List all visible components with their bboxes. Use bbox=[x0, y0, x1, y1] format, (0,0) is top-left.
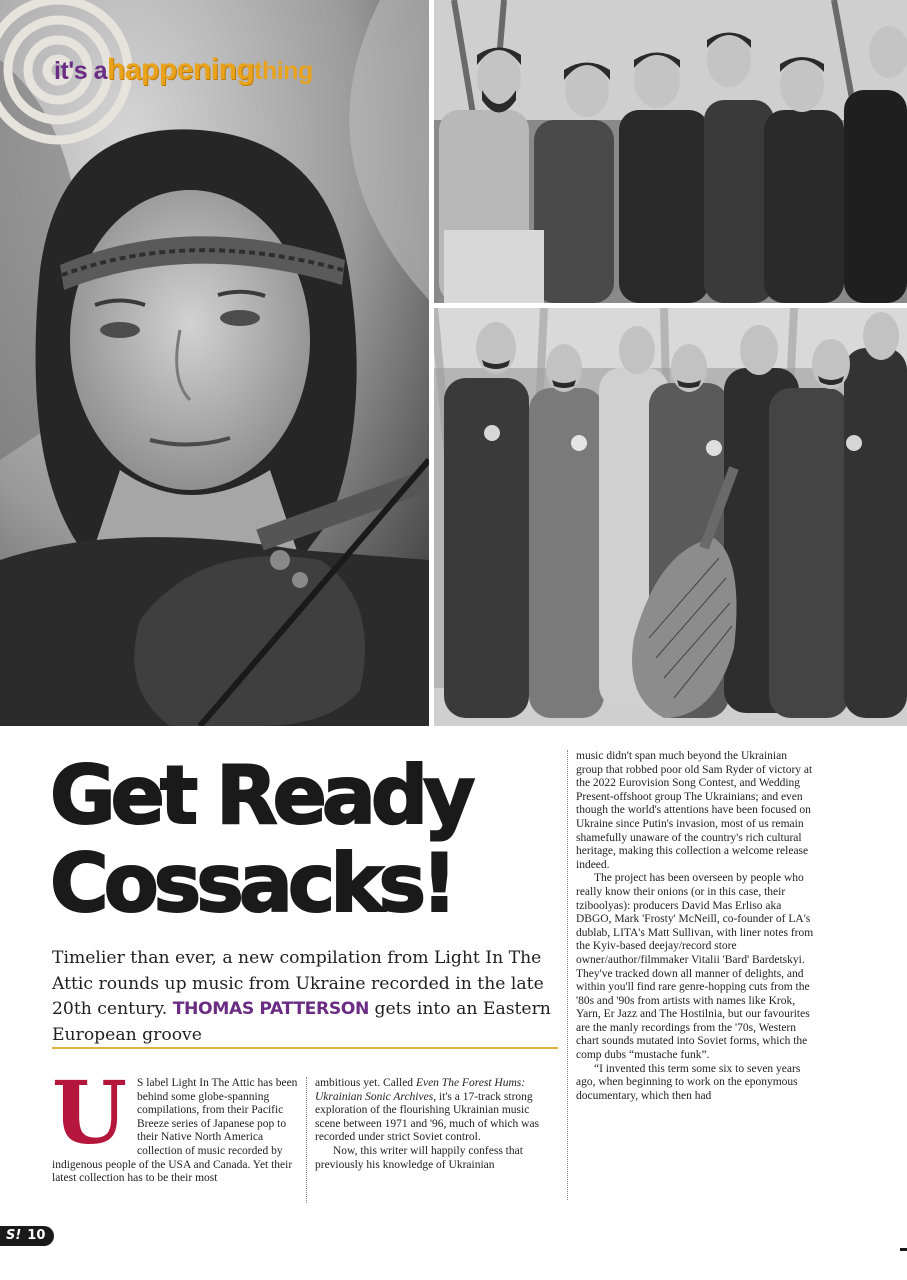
headline-line-1: Get Ready bbox=[50, 749, 471, 842]
section-highlight: happening bbox=[106, 53, 255, 86]
body-text: ambitious yet. Called bbox=[315, 1077, 414, 1089]
body-paragraph bbox=[315, 1077, 553, 1145]
headline bbox=[50, 749, 530, 930]
column-divider bbox=[567, 750, 568, 1200]
magazine-logo: S! bbox=[6, 1228, 22, 1243]
body-text: S label Light In The Attic has been behind some globe-spanning compilations, from their Pacific Breeze series of Japanese pop to their Native North America collection of music recorded by indigenous people of the USA and Canada. Yet their latest collection has to be their most bbox=[52, 1077, 298, 1185]
photo-band-in-suits bbox=[434, 308, 907, 726]
body-column-2 bbox=[315, 1077, 553, 1172]
column-divider bbox=[306, 1077, 307, 1203]
standfirst-lead: Timelier than ever, a new compilation from Light In The Attic rounds up music from Ukraine recorded in the late 20th century. bbox=[52, 948, 544, 1019]
standfirst-tail: gets into an Eastern European groove bbox=[52, 999, 551, 1045]
headline-line-2: Cossacks! bbox=[50, 837, 453, 930]
drop-cap: U bbox=[52, 1063, 127, 1164]
section-badge bbox=[0, 0, 313, 150]
body-text: , it's a 17-track strong exploration of the flourishing Ukrainian music scene between 1971 and '96, much of which was recorded under strict Soviet control. bbox=[315, 1090, 540, 1144]
body-paragraph: music didn't span much beyond the Ukrainian group that robbed poor old Sam Ryder of victory at the 2022 Eurovision Song Contest, and Wedding Present-offshoot group The Ukrainians; and even though the world's attentions have been focused on Ukraine since Putin's invasion, most of us remain shamefully unaware of the country's rich cultural heritage, making this collection a welcome release indeed. bbox=[576, 750, 813, 871]
section-prefix: it's a bbox=[54, 57, 107, 85]
body-paragraph: The project has been overseen by people who really know their onions (or in this case, their tziboolyas): producers David Mas Erliso aka DBGO, Mark 'Frosty' McNeill, co-founder of LA's dublab, LITA's Matt Sullivan, with liner notes from the Kyiv-based deejay/record store owner/author/filmmaker Vitalii 'Bard' Bardetskyi. They've tracked down all manner of delights, and within you'll find rare genre-hopping cuts from the '80s and '90s from artists with names like Krok, Yarn, Er Jazz and The Hostilnia, but our favourites are the manly recordings from the '70s, Western chart sounds mutated into Soviet forms, which the comp dubs “mustache funk”. bbox=[576, 872, 814, 1062]
author-name: THOMAS PATTERSON bbox=[172, 999, 369, 1019]
body-column-1 bbox=[52, 1063, 300, 1186]
album-title: Even The Forest Hums: Ukrainian Sonic Archives bbox=[315, 1077, 526, 1103]
page-folio bbox=[0, 1226, 54, 1246]
section-suffix: thing bbox=[254, 57, 313, 85]
margin-mark bbox=[900, 1248, 907, 1251]
body-paragraph: Now, this writer will happily confess that previously his knowledge of Ukrainian bbox=[315, 1144, 523, 1171]
body-column-3 bbox=[576, 750, 814, 1103]
page-number: 10 bbox=[27, 1228, 46, 1243]
group-portrait-image bbox=[434, 0, 907, 303]
photo-group-portrait bbox=[434, 0, 907, 303]
section-divider bbox=[52, 1047, 558, 1049]
band-in-suits-image bbox=[434, 308, 907, 726]
body-paragraph bbox=[52, 1063, 300, 1186]
standfirst bbox=[52, 946, 558, 1048]
section-title bbox=[54, 53, 313, 87]
body-paragraph: “I invented this term some six to seven years ago, when beginning to work on the eponymous documentary, which then had bbox=[576, 1062, 801, 1102]
